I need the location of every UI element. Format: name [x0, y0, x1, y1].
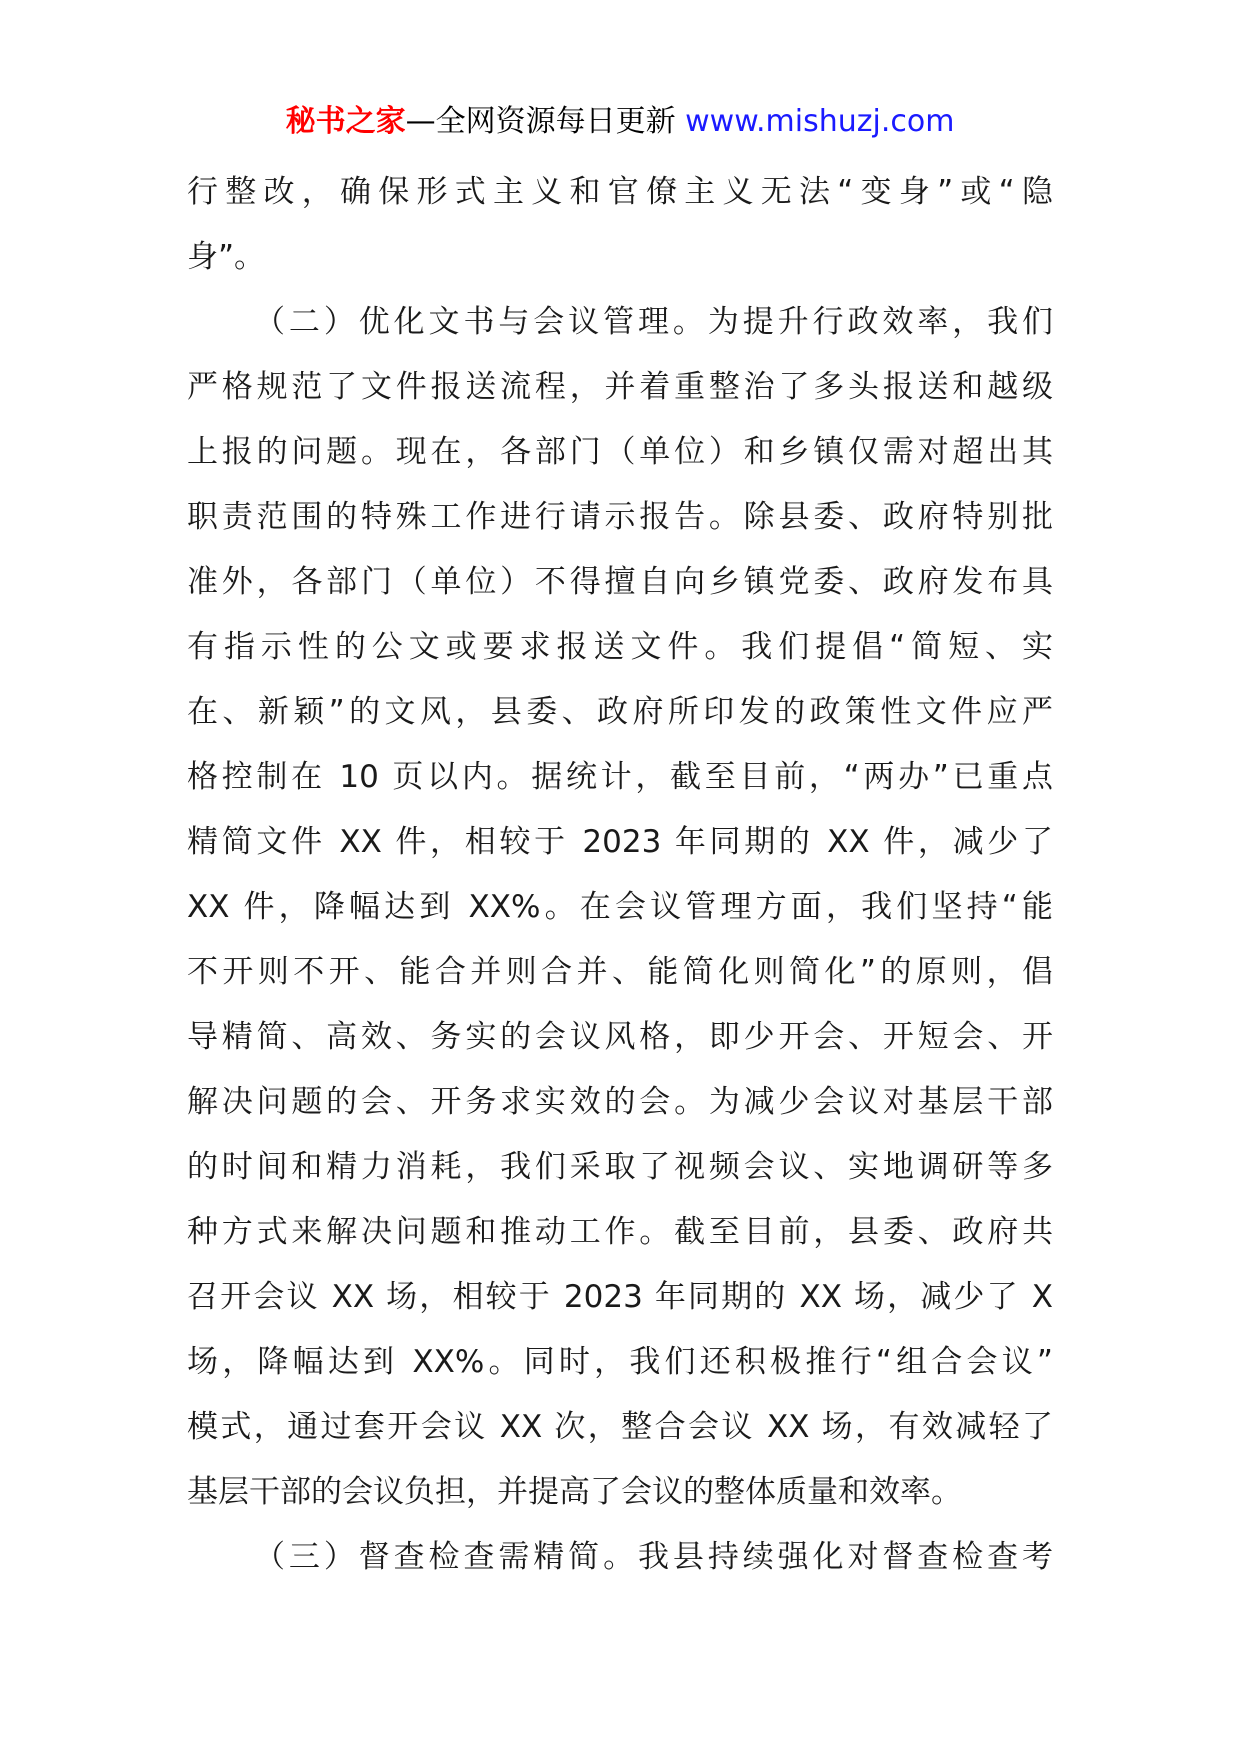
- text-line: 导精简、高效、务实的会议风格，即少开会、开短会、开: [187, 1019, 1053, 1055]
- text-line: 场，降幅达到 XX%。同时，我们还积极推行“组合会议”: [187, 1344, 1053, 1380]
- text-line: 行整改，确保形式主义和官僚主义无法“变身”或“隐: [187, 174, 1053, 210]
- text-line: 在、新颖”的文风，县委、政府所印发的政策性文件应严: [187, 694, 1053, 730]
- text-line: 模式，通过套开会议 XX 次，整合会议 XX 场，有效减轻了: [187, 1409, 1053, 1445]
- brand-name: 秘书之家: [285, 104, 406, 139]
- document-body: [187, 160, 1053, 1590]
- text-line: 精简文件 XX 件，相较于 2023 年同期的 XX 件，减少了: [187, 824, 1053, 860]
- text-line: 上报的问题。现在，各部门（单位）和乡镇仅需对超出其: [187, 434, 1053, 470]
- text-line: 职责范围的特殊工作进行请示报告。除县委、政府特别批: [187, 499, 1053, 535]
- site-url-link[interactable]: www.mishuzj.com: [685, 104, 955, 139]
- text-line: 格控制在 10 页以内。据统计，截至目前，“两办”已重点: [187, 759, 1053, 795]
- header-tagline: —全网资源每日更新: [405, 104, 676, 139]
- text-line: 种方式来解决问题和推动工作。截至目前，县委、政府共: [187, 1214, 1053, 1250]
- text-line: 身”。: [187, 239, 266, 275]
- text-line: （二）优化文书与会议管理。为提升行政效率，我们: [254, 304, 1053, 340]
- text-line: 的时间和精力消耗，我们采取了视频会议、实地调研等多: [187, 1149, 1053, 1185]
- text-line: 不开则不开、能合并则合并、能简化则简化”的原则，倡: [187, 954, 1053, 990]
- text-line: 有指示性的公文或要求报送文件。我们提倡“简短、实: [187, 629, 1053, 665]
- text-line: 召开会议 XX 场，相较于 2023 年同期的 XX 场，减少了 X: [187, 1279, 1053, 1315]
- text-line: 解决问题的会、开务求实效的会。为减少会议对基层干部: [187, 1084, 1053, 1120]
- site-header: [0, 100, 1240, 144]
- text-line: 准外，各部门（单位）不得擅自向乡镇党委、政府发布具: [187, 564, 1053, 600]
- text-line: 基层干部的会议负担，并提高了会议的整体质量和效率。: [187, 1474, 962, 1510]
- text-line: 严格规范了文件报送流程，并着重整治了多头报送和越级: [187, 369, 1053, 405]
- text-line: （三）督查检查需精简。我县持续强化对督查检查考: [254, 1539, 1053, 1575]
- text-line: XX 件，降幅达到 XX%。在会议管理方面，我们坚持“能: [187, 889, 1053, 925]
